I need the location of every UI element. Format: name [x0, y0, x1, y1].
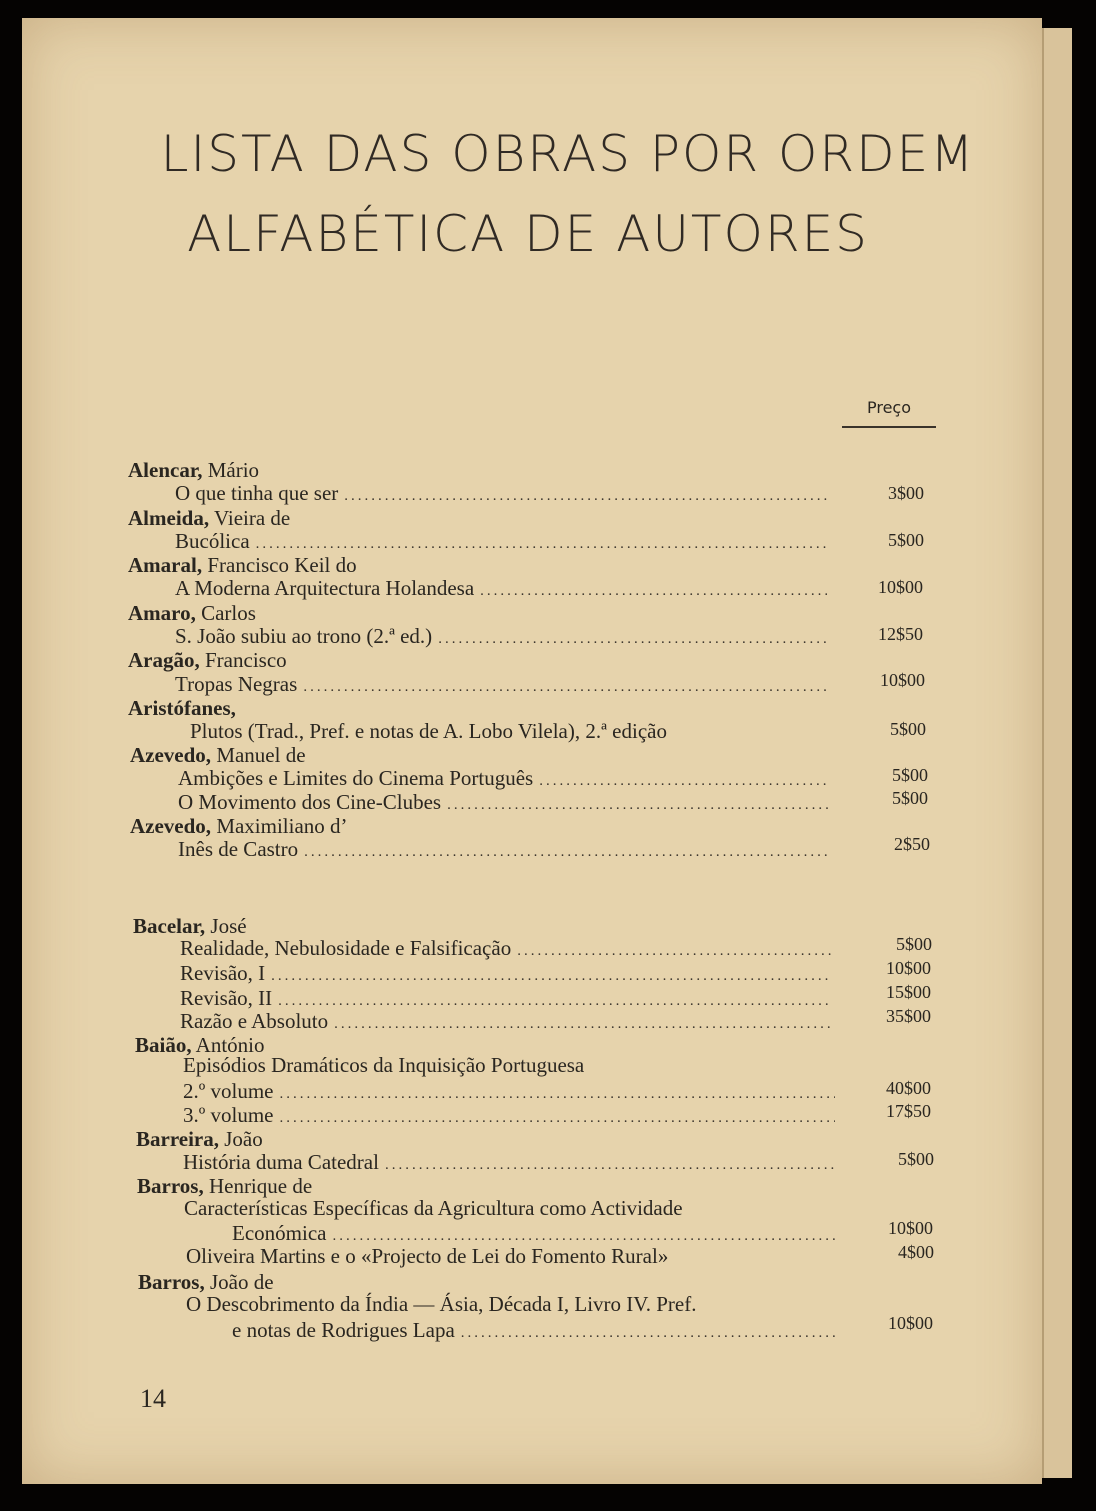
work-price: 10$00 [888, 1218, 933, 1238]
author-name: Aragão, Francisco [128, 648, 287, 672]
work-title: Plutos (Trad., Pref. e notas de A. Lobo Vilela), 2.ª edição [190, 719, 667, 743]
work-title: Ambições e Limites do Cinema Português ..... [178, 766, 830, 790]
work-price: 10$00 [878, 577, 923, 597]
work-price: 3$00 [888, 483, 924, 503]
work-title-continued: Económica ..... [232, 1221, 838, 1245]
work-price: 5$00 [896, 934, 932, 954]
work-title: Inês de Castro ..... [178, 837, 830, 861]
page-title-line-2: ALFABÉTICA DE AUTORES [187, 205, 869, 263]
author-name: Barros, João de [138, 1270, 274, 1294]
work-price: 35$00 [886, 1006, 931, 1026]
work-price: 15$00 [886, 982, 931, 1002]
work-price: 10$00 [886, 958, 931, 978]
work-price: 5$00 [892, 788, 928, 808]
work-title: Episódios Dramáticos da Inquisição Portuguesa [183, 1053, 585, 1077]
author-name: Amaral, Francisco Keil do [128, 553, 357, 577]
work-price: 17$50 [886, 1101, 931, 1121]
work-title: Realidade, Nebulosidade e Falsificação ..... [180, 936, 832, 960]
author-name: Azevedo, Manuel de [130, 743, 306, 767]
author-name: Amaro, Carlos [128, 601, 256, 625]
author-name: Barros, Henrique de [137, 1174, 313, 1198]
author-name: Aristófanes, [128, 696, 236, 720]
work-title: O que tinha que ser ..... [175, 481, 827, 505]
work-price: 4$00 [898, 1242, 934, 1262]
price-column-header: Preço [842, 398, 936, 428]
author-name: Almeida, Vieira de [128, 506, 291, 530]
work-title: O Movimento dos Cine-Clubes ..... [178, 790, 830, 814]
work-price: 5$00 [892, 765, 928, 785]
work-title-continued: e notas de Rodrigues Lapa ..... [232, 1318, 838, 1342]
work-title: A Moderna Arquitectura Holandesa ..... [175, 576, 827, 600]
work-subtitle: 2.º volume ..... [183, 1079, 835, 1103]
author-name: Bacelar, José [133, 914, 247, 938]
author-name: Barreira, João [136, 1127, 263, 1151]
page-number: 14 [140, 1384, 166, 1413]
work-price: 40$00 [886, 1078, 931, 1098]
author-name: Alencar, Mário [128, 458, 260, 482]
work-title: Razão e Absoluto ..... [180, 1009, 832, 1033]
work-price: 5$00 [890, 719, 926, 739]
author-name: Azevedo, Maximiliano d’ [130, 814, 348, 838]
work-title: Oliveira Martins e o «Projecto de Lei do Fomento Rural» [186, 1244, 669, 1268]
work-subtitle: 3.º volume ..... [183, 1103, 835, 1127]
work-title: O Descobrimento da Índia — Ásia, Década I, Livro IV. Pref. [186, 1292, 697, 1316]
author-name: Baião, António [135, 1033, 265, 1057]
work-price: 5$00 [888, 530, 924, 550]
work-price: 2$50 [894, 834, 930, 854]
work-title: Tropas Negras ..... [175, 672, 827, 696]
work-price: 10$00 [880, 670, 925, 690]
work-title: S. João subiu ao trono (2.ª ed.) ..... [175, 624, 827, 648]
page-title-line-1: LISTA DAS OBRAS POR ORDEM [160, 125, 976, 183]
work-title: Revisão, II ..... [180, 986, 832, 1010]
work-price: 5$00 [898, 1149, 934, 1169]
work-title: Características Específicas da Agricultura como Actividade [184, 1196, 683, 1220]
work-title: Revisão, I ..... [180, 961, 832, 985]
work-price: 10$00 [888, 1313, 933, 1333]
work-title: História duma Catedral ..... [183, 1150, 835, 1174]
work-price: 12$50 [878, 624, 923, 644]
work-title: Bucólica ..... [175, 529, 827, 553]
